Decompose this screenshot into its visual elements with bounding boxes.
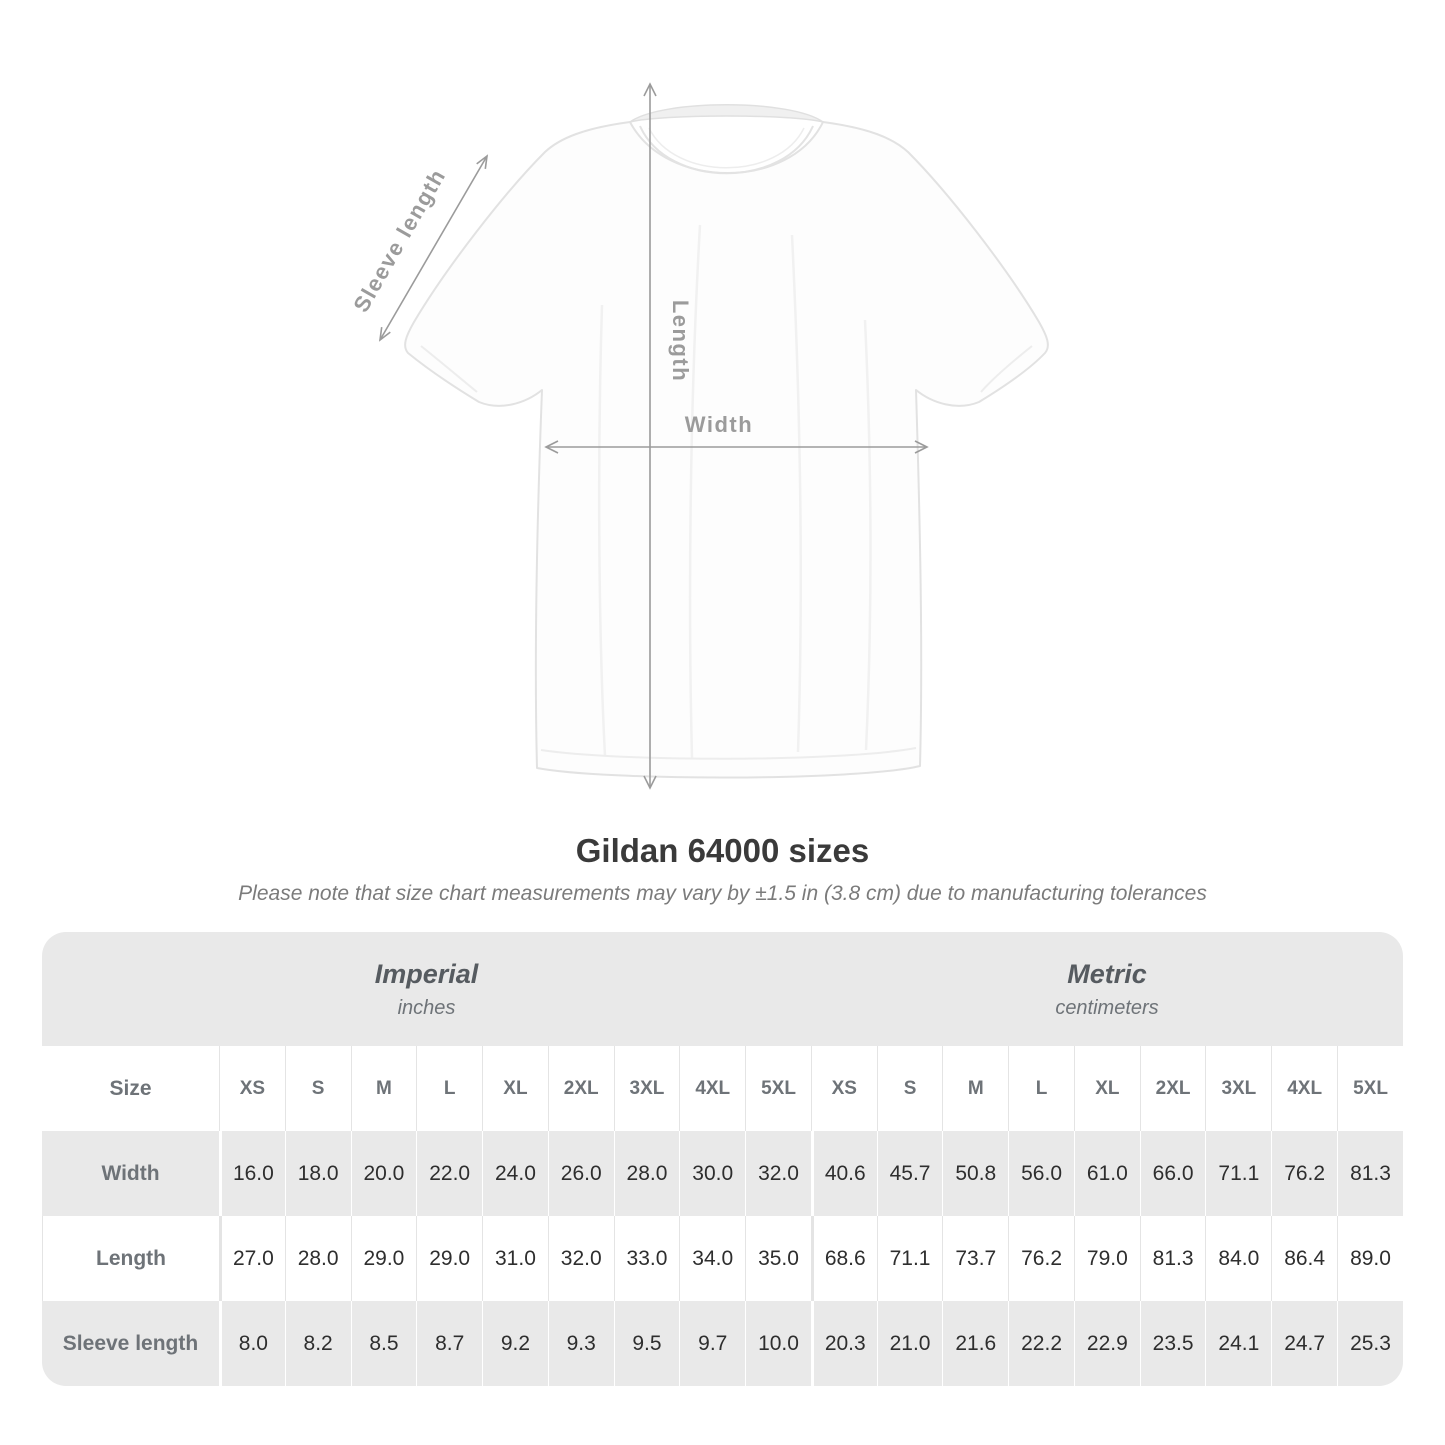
measurement-cell: 84.0 <box>1205 1216 1271 1301</box>
row-label-sleeve-length: Sleeve length <box>42 1301 219 1386</box>
measurement-cell: 24.7 <box>1271 1301 1337 1386</box>
size-header-imperial-4xl: 4XL <box>679 1046 745 1131</box>
size-table <box>42 1046 1403 1386</box>
measurement-cell: 35.0 <box>745 1216 811 1301</box>
measurement-cell: 22.0 <box>416 1131 482 1216</box>
measurement-cell: 9.5 <box>614 1301 680 1386</box>
metric-title: Metric <box>1067 958 1147 989</box>
measurement-cell: 32.0 <box>745 1131 811 1216</box>
measurement-cell: 29.0 <box>351 1216 417 1301</box>
unit-group-metric <box>811 932 1403 1046</box>
size-header-metric-4xl: 4XL <box>1271 1046 1337 1131</box>
measurement-cell: 30.0 <box>679 1131 745 1216</box>
measurement-cell: 81.3 <box>1140 1216 1206 1301</box>
measurement-cell: 24.0 <box>482 1131 548 1216</box>
measurement-cell: 9.2 <box>482 1301 548 1386</box>
measurement-cell: 8.7 <box>416 1301 482 1386</box>
measurement-cell: 34.0 <box>679 1216 745 1301</box>
size-header-imperial-l: L <box>416 1046 482 1131</box>
row-label-length: Length <box>42 1216 219 1301</box>
size-header-imperial-3xl: 3XL <box>614 1046 680 1131</box>
measurement-cell: 50.8 <box>942 1131 1008 1216</box>
size-table-card <box>42 932 1403 1386</box>
measurement-cell: 32.0 <box>548 1216 614 1301</box>
measurement-cell: 33.0 <box>614 1216 680 1301</box>
measurement-cell: 68.6 <box>811 1216 877 1301</box>
units-header <box>42 932 1403 1046</box>
size-header-imperial-5xl: 5XL <box>745 1046 811 1131</box>
measurement-cell: 79.0 <box>1074 1216 1140 1301</box>
size-header-imperial-xs: XS <box>219 1046 285 1131</box>
measurement-cell: 8.0 <box>219 1301 285 1386</box>
size-header-metric-xs: XS <box>811 1046 877 1131</box>
measurement-cell: 76.2 <box>1008 1216 1074 1301</box>
measurement-cell: 9.7 <box>679 1301 745 1386</box>
size-header-imperial-s: S <box>285 1046 351 1131</box>
size-header-imperial-xl: XL <box>482 1046 548 1131</box>
measurement-cell: 86.4 <box>1271 1216 1337 1301</box>
sleeve-length-label: Sleeve length <box>348 164 451 317</box>
measurement-cell: 56.0 <box>1008 1131 1074 1216</box>
measurement-cell: 31.0 <box>482 1216 548 1301</box>
measurement-cell: 20.3 <box>811 1301 877 1386</box>
measurement-cell: 71.1 <box>877 1216 943 1301</box>
title-block <box>0 832 1445 906</box>
measurement-cell: 23.5 <box>1140 1301 1206 1386</box>
measurement-cell: 10.0 <box>745 1301 811 1386</box>
imperial-subtitle: inches <box>397 996 456 1019</box>
measurement-row-sleeve-length <box>42 1301 1403 1386</box>
measurement-cell: 24.1 <box>1205 1301 1271 1386</box>
measurement-row-length <box>42 1216 1403 1301</box>
measurement-cell: 66.0 <box>1140 1131 1206 1216</box>
size-header-metric-5xl: 5XL <box>1337 1046 1403 1131</box>
measurement-cell: 61.0 <box>1074 1131 1140 1216</box>
metric-subtitle: centimeters <box>1055 996 1159 1019</box>
measurement-cell: 76.2 <box>1271 1131 1337 1216</box>
measurement-cell: 22.9 <box>1074 1301 1140 1386</box>
measurement-cell: 9.3 <box>548 1301 614 1386</box>
measurement-cell: 21.6 <box>942 1301 1008 1386</box>
size-header-imperial-m: M <box>351 1046 417 1131</box>
size-header-metric-2xl: 2XL <box>1140 1046 1206 1131</box>
measurement-cell: 29.0 <box>416 1216 482 1301</box>
size-header-imperial-2xl: 2XL <box>548 1046 614 1131</box>
length-label: Length <box>668 299 693 383</box>
measurement-cell: 8.2 <box>285 1301 351 1386</box>
size-header-metric-l: L <box>1008 1046 1074 1131</box>
size-header-metric-m: M <box>942 1046 1008 1131</box>
size-header-metric-s: S <box>877 1046 943 1131</box>
measurement-cell: 16.0 <box>219 1131 285 1216</box>
measurement-cell: 89.0 <box>1337 1216 1403 1301</box>
measurement-cell: 20.0 <box>351 1131 417 1216</box>
page-title: Gildan 64000 sizes <box>575 832 870 869</box>
page-subtitle: Please note that size chart measurements may vary by ±1.5 in (3.8 cm) due to manufacturing tolerances <box>238 882 1207 905</box>
size-header-metric-3xl: 3XL <box>1205 1046 1271 1131</box>
measurement-cell: 21.0 <box>877 1301 943 1386</box>
imperial-title: Imperial <box>374 958 479 989</box>
measurement-row-width <box>42 1131 1403 1216</box>
measurement-cell: 26.0 <box>548 1131 614 1216</box>
measurement-cell: 27.0 <box>219 1216 285 1301</box>
measurement-cell: 28.0 <box>614 1131 680 1216</box>
measurement-cell: 8.5 <box>351 1301 417 1386</box>
row-label-width: Width <box>42 1131 219 1216</box>
size-header-row <box>42 1046 1403 1131</box>
measurement-cell: 45.7 <box>877 1131 943 1216</box>
measurement-cell: 18.0 <box>285 1131 351 1216</box>
measurement-cell: 71.1 <box>1205 1131 1271 1216</box>
tshirt-shape <box>405 105 1048 778</box>
measurement-cell: 25.3 <box>1337 1301 1403 1386</box>
measurement-cell: 81.3 <box>1337 1131 1403 1216</box>
size-header-metric-xl: XL <box>1074 1046 1140 1131</box>
width-label: Width <box>684 412 754 437</box>
measurement-cell: 22.2 <box>1008 1301 1074 1386</box>
measurement-cell: 28.0 <box>285 1216 351 1301</box>
measurement-cell: 40.6 <box>811 1131 877 1216</box>
size-column-label: Size <box>109 1076 152 1100</box>
measurement-cell: 73.7 <box>942 1216 1008 1301</box>
unit-group-imperial <box>42 932 811 1046</box>
